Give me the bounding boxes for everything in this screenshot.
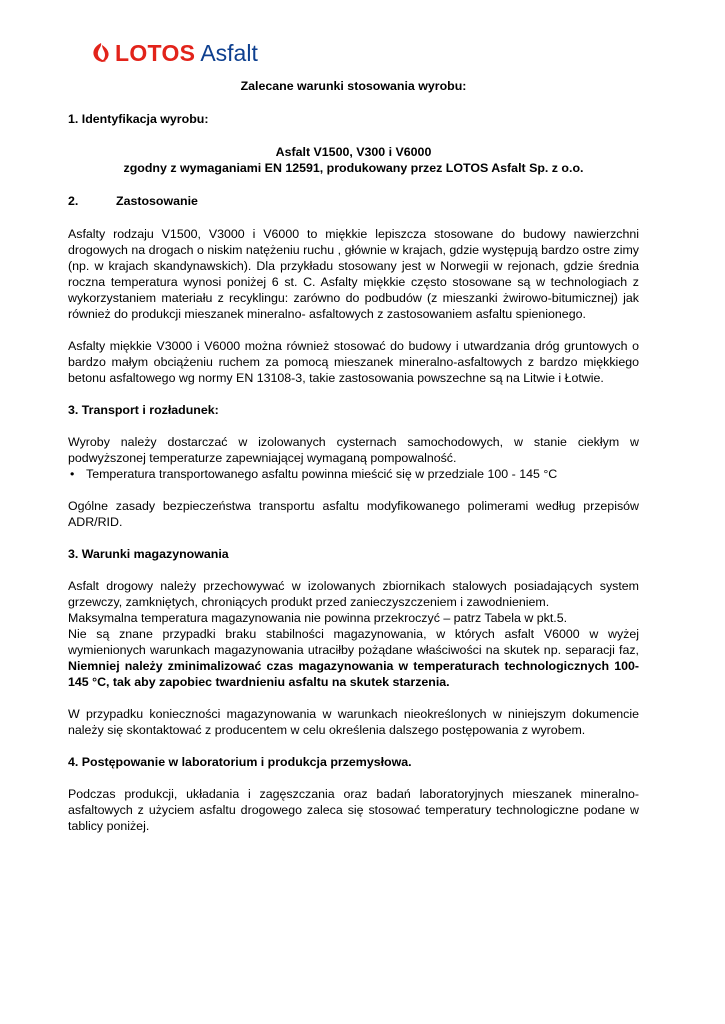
transport-list — [68, 466, 639, 482]
bullet-icon: • — [70, 467, 75, 481]
transport-safety-paragraph: Ogólne zasady bezpieczeństwa transportu asfaltu modyfikowanego polimerami według przepisów ADR/RID. — [68, 499, 639, 529]
section-1-heading: 1. Identyfikacja wyrobu: — [68, 112, 209, 126]
section-2-title: Zastosowanie — [116, 194, 198, 208]
storage-paragraph-3 — [68, 626, 639, 690]
storage-stability-text: Nie są znane przypadki braku stabilności magazynowania, w których asfalt V6000 w wyżej wymienionych warunkach magazynowania utraciłby pożądane właściwości na skutek np. separacji faz, — [68, 627, 639, 657]
section-4-heading: 4. Postępowanie w laboratorium i produkcja przemysłowa. — [68, 755, 412, 769]
lotos-flame-icon — [90, 42, 112, 64]
section-2-paragraph-1: Asfalty rodzaju V1500, V3000 i V6000 to miękkie lepiszcza stosowane do budowy nawierzchni drogowych na drogach o niskim natężeniu ruchu , głównie w krajach, gdzie występują bardzo ostre zimy (np. w krajach skandynawskich). Dla przykładu stosowany jest w Norwegii w rejonach, gdzie średnia roczna temperatura wynosi poniżej 6 st. C. Asfalty miękkie często stosowane są w technologiach z wykorzystaniem materiału z recyklingu: zarówno do podbudów (z mieszanki żwirowo-bitumicznej) jak również do produkcji mieszanek mineralno- asfaltowych z zastosowaniem asfaltu spienionego. — [68, 227, 639, 321]
section-2-number: 2. — [68, 194, 79, 208]
transport-paragraph: Wyroby należy dostarczać w izolowanych cysternach samochodowych, w stanie ciekłym w podwyższonej temperaturze zapewniającej wymaganą pompowalność. — [68, 435, 639, 465]
lotos-asfalt-logo — [90, 38, 258, 68]
document-body — [68, 72, 639, 834]
section-3-transport-heading: 3. Transport i rozładunek: — [68, 403, 219, 417]
section-4-paragraph: Podczas produkcji, układania i zagęszczania oraz badań laboratoryjnych mieszanek mineralno-asfaltowych z użyciem asfaltu drogowego zaleca się stosować temperatury technologiczne podane w tablicy poniżej. — [68, 787, 639, 833]
section-2-paragraph-2: Asfalty miękkie V3000 i V6000 można również stosować do budowy i utwardzania dróg gruntowych o bardzo małym obciążeniu ruchem za pomocą mieszanek mineralno-asfaltowych z bardzo miękkiego betonu asfaltowego wg normy EN 13108-3, takie zastosowania powszechne są na Litwie i Łotwie. — [68, 339, 639, 385]
storage-warning-text: Niemniej należy zminimalizować czas magazynowania w temperaturach technologicznych 100-145 °C, tak aby zapobiec twardnieniu asfaltu na skutek starzenia. — [68, 659, 639, 689]
section-2-heading — [68, 193, 639, 209]
storage-paragraph-2: Maksymalna temperatura magazynowania nie powinna przekroczyć – patrz Tabela w pkt.5. — [68, 611, 568, 625]
logo-brand-text: LOTOS — [115, 39, 196, 66]
storage-contact-paragraph: W przypadku konieczności magazynowania w warunkach nieokreślonych w niniejszym dokumencie należy się skontaktować z producentem w celu określenia dalszego postępowania z wyrobem. — [68, 707, 639, 737]
storage-paragraph-1: Asfalt drogowy należy przechowywać w izolowanych zbiornikach stalowych posiadających system grzewczy, zamkniętych, chroniących produkt przed zanieczyszczeniem i zawodnieniem. — [68, 579, 639, 609]
transport-temperature-text: Temperatura transportowanego asfaltu powinna mieścić się w przedziale 100 - 145 °C — [86, 467, 558, 481]
list-item — [68, 466, 639, 482]
logo-product-text: Asfalt — [200, 39, 258, 66]
product-name: Asfalt V1500, V300 i V6000 — [275, 145, 432, 159]
product-compliance: zgodny z wymaganiami EN 12591, produkowany przez LOTOS Asfalt Sp. z o.o. — [123, 161, 584, 175]
document-title: Zalecane warunki stosowania wyrobu: — [240, 79, 467, 93]
section-3-storage-heading: 3. Warunki magazynowania — [68, 547, 229, 561]
